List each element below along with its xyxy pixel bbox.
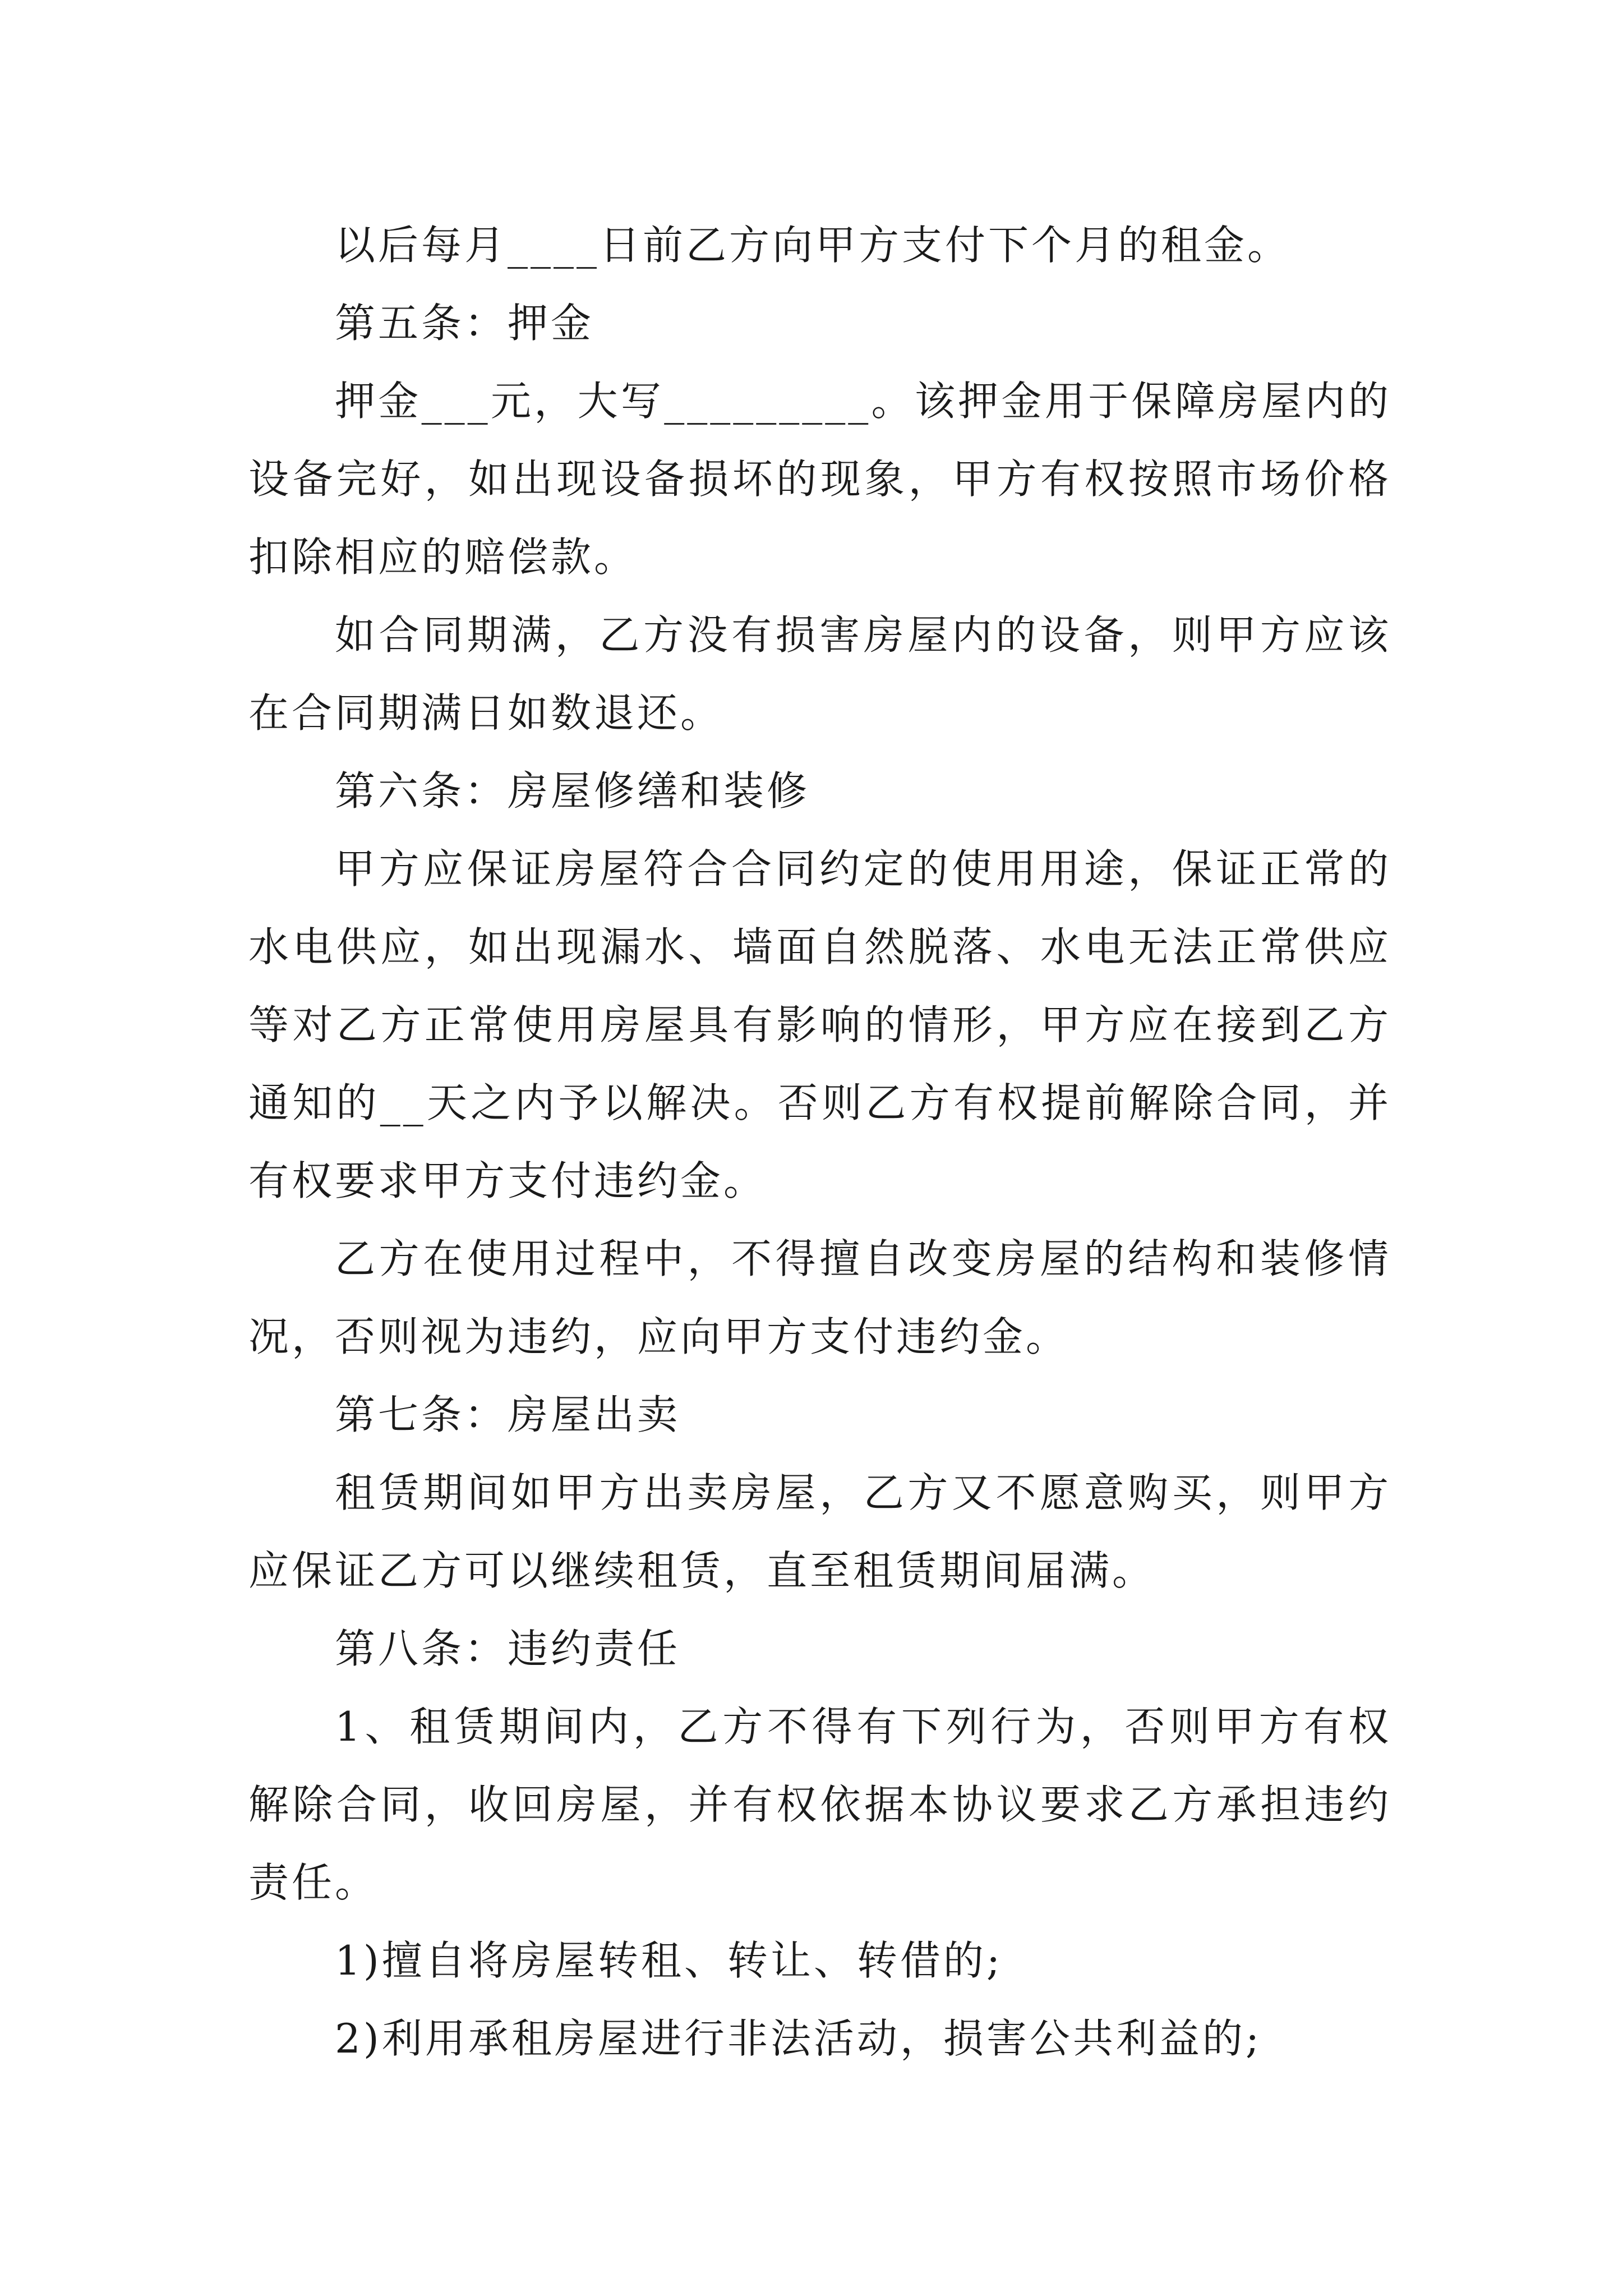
heading-article-8-liability: 第八条：违约责任	[335, 1625, 681, 1672]
paragraph-rent-payment-date: 以后每月____日前乙方向甲方支付下个月的租金。	[335, 222, 1291, 269]
paragraph-tenant-alterations: 乙方在使用过程中，不得擅自改变房屋的结构和装修情况，否则视为违约，应向甲方支付违约金。	[248, 1235, 1391, 1360]
heading-article-5-deposit: 第五条：押金	[335, 300, 594, 347]
list-item-illegal-use: 2)利用承租房屋进行非法活动，损害公共利益的;	[335, 2015, 1262, 2062]
heading-article-6-repairs: 第六条：房屋修缮和装修	[335, 767, 810, 815]
paragraph-deposit-amount: 押金___元，大写_________。该押金用于保障房屋内的设备完好，如出现设备损坏的现象，甲方有权按照市场价格扣除相应的赔偿款。	[248, 378, 1391, 581]
paragraph-deposit-refund: 如合同期满，乙方没有损害房屋内的设备，则甲方应该在合同期满日如数退还。	[248, 611, 1391, 737]
heading-article-7-sale: 第七条：房屋出卖	[335, 1391, 681, 1438]
paragraph-landlord-repairs: 甲方应保证房屋符合合同约定的使用用途，保证正常的水电供应，如出现漏水、墙面自然脱落、水电无法正常供应等对乙方正常使用房屋具有影响的情形，甲方应在接到乙方通知的__天之内予以解决。否则乙方有权提前解除合同，并有权要求甲方支付违约金。	[248, 845, 1391, 1204]
paragraph-liability-intro: 1、租赁期间内，乙方不得有下列行为，否则甲方有权解除合同，收回房屋，并有权依据本协议要求乙方承担违约责任。	[248, 1703, 1391, 1906]
list-item-sublet: 1)擅自将房屋转租、转让、转借的;	[335, 1937, 1003, 1984]
document-body	[248, 206, 1391, 2078]
paragraph-house-sale: 租赁期间如甲方出卖房屋，乙方又不愿意购买，则甲方应保证乙方可以继续租赁，直至租赁期间届满。	[248, 1469, 1391, 1594]
